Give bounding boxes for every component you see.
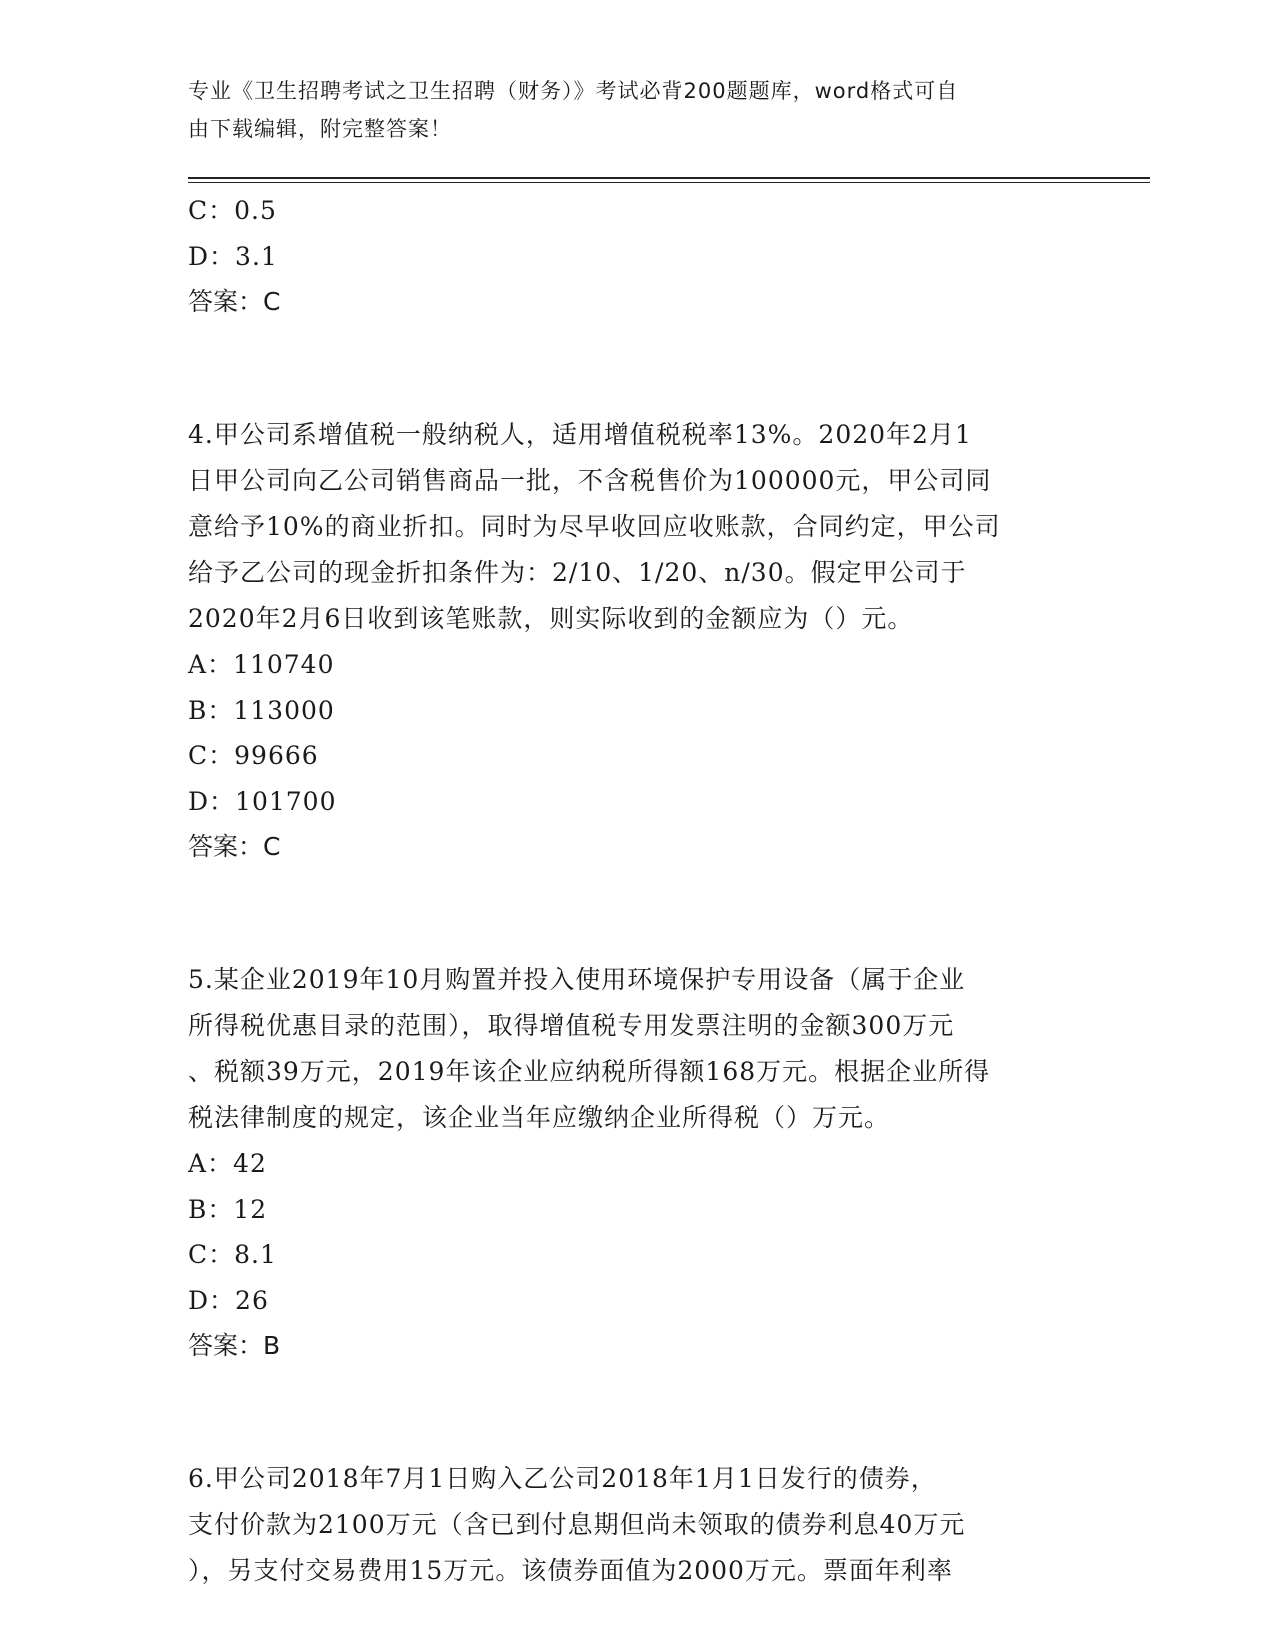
option-c: C：0.5 — [188, 196, 277, 225]
question-text-line: 日甲公司向乙公司销售商品一批，不含税售价为100000元，甲公司同 — [188, 466, 992, 495]
option-a: A：42 — [188, 1149, 267, 1178]
option-b: B：113000 — [188, 695, 335, 725]
option-d: D：101700 — [188, 786, 337, 816]
question-text-line: 4.甲公司系增值税一般纳税人，适用增值税税率13%。2020年2月1 — [188, 420, 972, 449]
header-divider-top — [188, 177, 1150, 179]
question-4 — [188, 412, 1088, 870]
question-text-line: 6.甲公司2018年7月1日购入乙公司2018年1月1日发行的债券， — [188, 1464, 937, 1493]
document-header — [188, 72, 1068, 148]
option-a: A：110740 — [188, 650, 335, 679]
option-c: C：99666 — [188, 741, 319, 770]
answer: 答案：C — [188, 832, 281, 861]
option-b: B：12 — [188, 1194, 268, 1224]
header-line-2: 由下载编辑，附完整答案！ — [188, 117, 452, 141]
question-text-line: 2020年2月6日收到该笔账款，则实际收到的金额应为（）元。 — [188, 604, 914, 633]
option-d: D：26 — [188, 1285, 269, 1315]
option-d: D：3.1 — [188, 241, 278, 271]
answer: 答案：B — [188, 1331, 281, 1360]
question-text-line: ），另支付交易费用15万元。该债券面值为2000万元。票面年利率 — [188, 1556, 953, 1585]
question-text-line: 意给予10%的商业折扣。同时为尽早收回应收账款，合同约定，甲公司 — [188, 512, 1001, 541]
document-body — [188, 188, 1088, 1594]
header-line-1: 专业《卫生招聘考试之卫生招聘（财务）》考试必背200题题库，word格式可自 — [188, 79, 959, 103]
question-text-line: 给予乙公司的现金折扣条件为：2/10、1/20、n/30。假定甲公司于 — [188, 558, 967, 587]
header-divider-bottom — [188, 182, 1150, 183]
answer: 答案：C — [188, 287, 281, 316]
prev-question-tail — [188, 188, 1088, 325]
question-text-line: 税法律制度的规定，该企业当年应缴纳企业所得税（）万元。 — [188, 1103, 891, 1132]
question-5 — [188, 957, 1088, 1369]
question-text-line: 、税额39万元，2019年该企业应纳税所得额168万元。根据企业所得 — [188, 1057, 991, 1086]
option-c: C：8.1 — [188, 1240, 277, 1269]
question-6 — [188, 1456, 1088, 1594]
question-text-line: 5.某企业2019年10月购置并投入使用环境保护专用设备（属于企业 — [188, 965, 966, 994]
question-text-line: 支付价款为2100万元（含已到付息期但尚未领取的债券利息40万元 — [188, 1510, 966, 1539]
question-text-line: 所得税优惠目录的范围），取得增值税专用发票注明的金额300万元 — [188, 1011, 955, 1040]
